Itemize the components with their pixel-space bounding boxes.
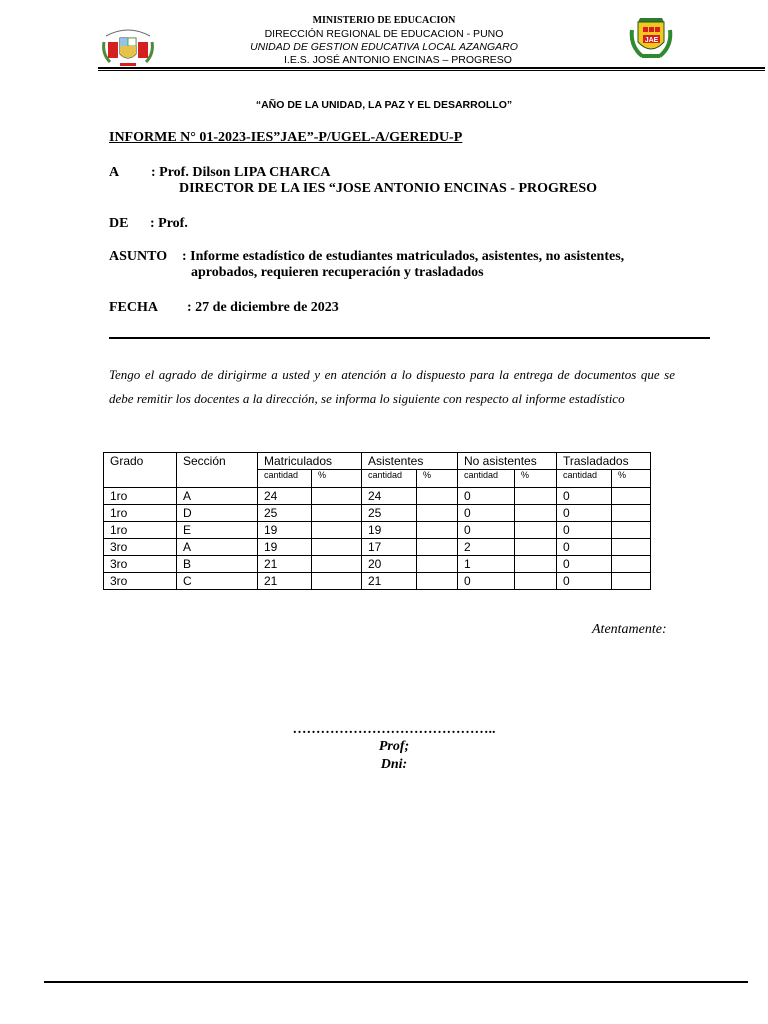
from-label: DE	[109, 216, 129, 231]
header-asistentes: Asistentes	[362, 453, 458, 470]
header-no-asistentes: No asistentes	[458, 453, 557, 470]
cell-grado: 1ro	[104, 488, 177, 505]
cell-no-asistentes: 0	[458, 522, 515, 539]
table-header-row	[104, 453, 651, 470]
cell-asistentes: 25	[362, 505, 417, 522]
cell-asistentes: 21	[362, 573, 417, 590]
date-value: : 27 de diciembre de 2023	[187, 300, 339, 315]
cell-trasladados: 0	[557, 522, 612, 539]
cell-trasladados: 0	[557, 573, 612, 590]
closing-text: Atentamente:	[592, 622, 667, 637]
cell-empty	[612, 505, 651, 522]
cell-grado: 1ro	[104, 505, 177, 522]
table-row	[104, 556, 651, 573]
to-line2: DIRECTOR DE LA IES “JOSE ANTONIO ENCINAS - PROGRESO	[179, 181, 598, 196]
footer-rule	[44, 981, 748, 983]
cell-empty	[515, 573, 557, 590]
section-separator	[109, 337, 710, 339]
cell-no-asistentes: 0	[458, 573, 515, 590]
cell-empty	[515, 505, 557, 522]
signature-prof: Prof;	[378, 739, 410, 754]
cell-asistentes: 20	[362, 556, 417, 573]
to-line1: : Prof. Dilson LIPA CHARCA	[151, 165, 331, 180]
crest-jae-text: JAE	[644, 37, 659, 44]
cell-matriculados: 19	[258, 539, 312, 556]
table-row	[104, 488, 651, 505]
cell-empty	[612, 573, 651, 590]
cell-grado: 1ro	[104, 522, 177, 539]
cell-empty	[612, 539, 651, 556]
header-ministry: MINISTERIO DE EDUCACION	[312, 15, 456, 26]
year-motto: “AÑO DE LA UNIDAD, LA PAZ Y EL DESARROLLO”	[255, 99, 513, 111]
cell-matriculados: 19	[258, 522, 312, 539]
cell-trasladados: 0	[557, 539, 612, 556]
cell-no-asistentes: 0	[458, 488, 515, 505]
header-ugel: UNIDAD DE GESTION EDUCATIVA LOCAL AZANGARO	[250, 41, 518, 53]
cell-grado: 3ro	[104, 539, 177, 556]
cell-no-asistentes: 0	[458, 505, 515, 522]
body-paragraph: Tengo el agrado de dirigirme a usted y en atención a lo dispuesto para la entrega de documentos que se debe remitir los docentes a la dirección, se informa lo siguiente con respecto al informe estadístico	[109, 367, 675, 406]
signature-line: ……………………………………..	[292, 722, 496, 737]
header-regional: DIRECCIÓN REGIONAL DE EDUCACION - PUNO	[264, 28, 504, 40]
cell-empty	[515, 522, 557, 539]
header-matriculados: Matriculados	[258, 453, 362, 470]
header-seccion: Sección	[177, 453, 258, 488]
subheader-percent: %	[417, 470, 458, 488]
cell-matriculados: 24	[258, 488, 312, 505]
cell-seccion: B	[177, 556, 258, 573]
cell-seccion: D	[177, 505, 258, 522]
cell-empty	[417, 539, 458, 556]
from-value: : Prof.	[150, 216, 188, 231]
subheader-cantidad: cantidad	[557, 470, 612, 488]
informe-title: INFORME N° 01-2023-IES”JAE”-P/UGEL-A/GEREDU-P	[109, 130, 463, 145]
cell-matriculados: 25	[258, 505, 312, 522]
signature-dni: Dni:	[380, 757, 408, 772]
cell-empty	[312, 556, 362, 573]
cell-matriculados: 21	[258, 573, 312, 590]
header-rule	[98, 67, 765, 69]
cell-trasladados: 0	[557, 505, 612, 522]
table-row	[104, 505, 651, 522]
cell-no-asistentes: 2	[458, 539, 515, 556]
cell-trasladados: 0	[557, 556, 612, 573]
cell-empty	[312, 573, 362, 590]
subheader-percent: %	[312, 470, 362, 488]
statistics-table	[103, 452, 651, 590]
cell-empty	[312, 522, 362, 539]
subheader-cantidad: cantidad	[458, 470, 515, 488]
cell-seccion: E	[177, 522, 258, 539]
subheader-percent: %	[612, 470, 651, 488]
cell-asistentes: 24	[362, 488, 417, 505]
cell-empty	[312, 488, 362, 505]
table-row	[104, 539, 651, 556]
subject-label: ASUNTO	[109, 249, 168, 264]
cell-matriculados: 21	[258, 556, 312, 573]
table-row	[104, 573, 651, 590]
cell-asistentes: 17	[362, 539, 417, 556]
cell-empty	[612, 522, 651, 539]
to-label: A	[109, 165, 120, 180]
subheader-percent: %	[515, 470, 557, 488]
header-trasladados: Trasladados	[557, 453, 651, 470]
date-label: FECHA	[109, 300, 158, 315]
cell-empty	[312, 505, 362, 522]
cell-empty	[312, 539, 362, 556]
subheader-cantidad: cantidad	[362, 470, 417, 488]
cell-empty	[515, 539, 557, 556]
cell-empty	[417, 573, 458, 590]
cell-empty	[417, 556, 458, 573]
subject-line2: aprobados, requieren recuperación y trasladados	[191, 265, 484, 280]
cell-trasladados: 0	[557, 488, 612, 505]
cell-empty	[417, 505, 458, 522]
cell-seccion: C	[177, 573, 258, 590]
header-grado: Grado	[104, 453, 177, 488]
cell-empty	[612, 488, 651, 505]
cell-empty	[417, 522, 458, 539]
cell-empty	[417, 488, 458, 505]
cell-no-asistentes: 1	[458, 556, 515, 573]
cell-grado: 3ro	[104, 556, 177, 573]
subheader-cantidad: cantidad	[258, 470, 312, 488]
subject-line1: : Informe estadístico de estudiantes matriculados, asistentes, no asistentes,	[182, 249, 625, 264]
header-school: I.E.S. JOSÉ ANTONIO ENCINAS – PROGRESO	[284, 54, 512, 66]
cell-empty	[515, 556, 557, 573]
cell-asistentes: 19	[362, 522, 417, 539]
cell-grado: 3ro	[104, 573, 177, 590]
table-row	[104, 522, 651, 539]
header-rule-thin	[98, 70, 765, 71]
cell-empty	[612, 556, 651, 573]
cell-seccion: A	[177, 488, 258, 505]
cell-seccion: A	[177, 539, 258, 556]
cell-empty	[515, 488, 557, 505]
